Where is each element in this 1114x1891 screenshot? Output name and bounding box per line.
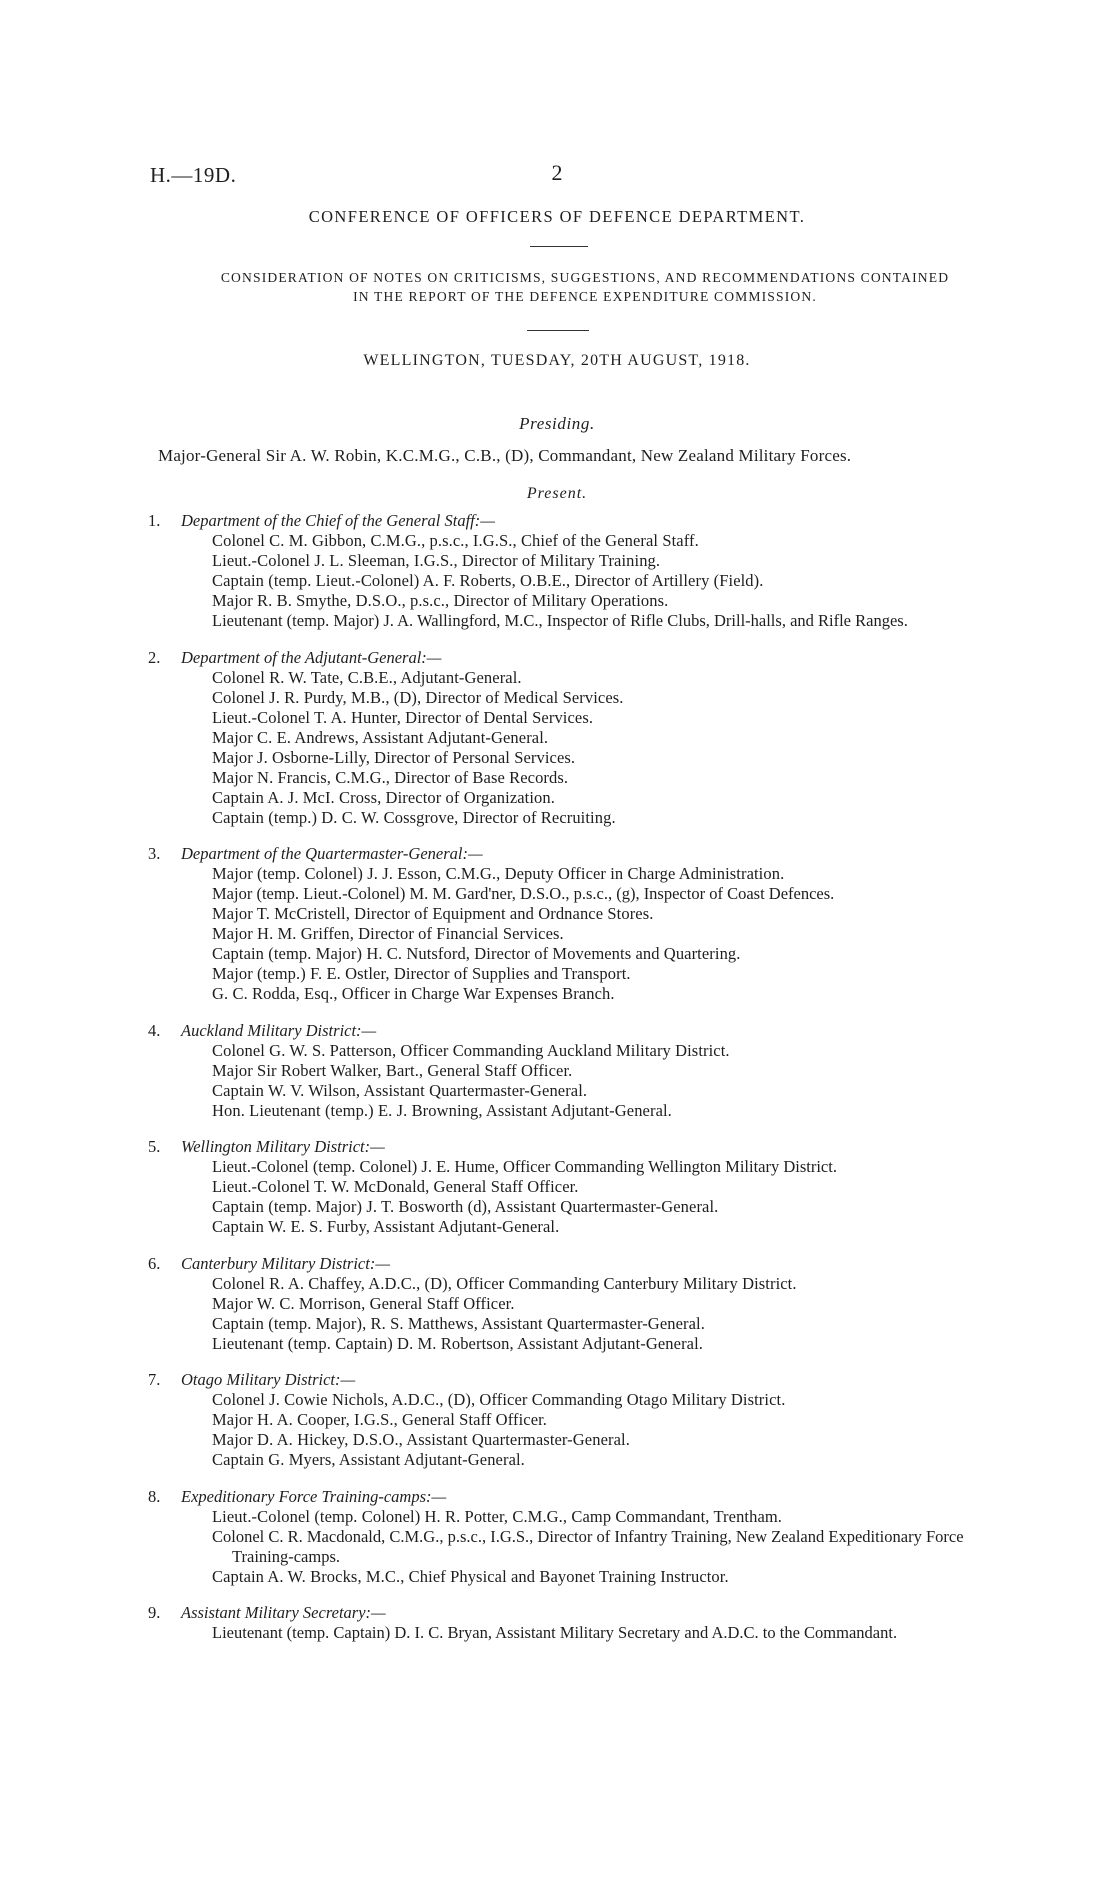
section-number: 1. [148,511,161,530]
attendee-entry: Major T. McCristell, Director of Equipment and Ordnance Stores. [212,904,654,923]
page-number: 2 [551,160,563,185]
attendee-entry: Major C. E. Andrews, Assistant Adjutant-General. [212,727,549,747]
attendee-entry: Colonel C. R. Macdonald, C.M.G., p.s.c., I.G.S., Director of Infantry Training, New Zealand Expeditionary Force Training-camps. [212,1526,964,1566]
section-heading [148,1487,1028,1507]
department-section [148,1603,1028,1643]
attendee-entry: Lieut.-Colonel T. A. Hunter, Director of Dental Services. [212,707,594,727]
attendee-entry: Lieut.-Colonel (temp. Colonel) J. E. Hume, Officer Commanding Wellington Military District. [212,1157,837,1176]
section-number: 9. [148,1603,161,1622]
section-heading [148,1021,1028,1041]
attendee-entry: Captain A. W. Brocks, M.C., Chief Physical and Bayonet Training Instructor. [212,1566,729,1586]
attendee-entry: Captain G. Myers, Assistant Adjutant-General. [212,1450,525,1469]
presiding-heading: Presiding. [519,414,595,433]
document-title: CONFERENCE OF OFFICERS OF DEFENCE DEPARTMENT. [308,207,806,226]
attendee-entry: G. C. Rodda, Esq., Officer in Charge War Expenses Branch. [212,984,615,1003]
department-section [148,844,1028,1004]
attendee-entry: Lieutenant (temp. Major) J. A. Wallingford, M.C., Inspector of Rifle Clubs, Drill-halls, and Rifle Ranges. [212,611,908,630]
section-heading [148,1137,1028,1157]
subtitle-line: IN THE REPORT OF THE DEFENCE EXPENDITURE COMMISSION. [353,289,817,304]
attendee-entry: Captain A. J. McI. Cross, Director of Organization. [212,787,555,807]
attendee-entry: Captain (temp. Major) J. T. Bosworth (d), Assistant Quartermaster-General. [212,1197,719,1216]
subtitle-divider [527,330,589,331]
attendee-entry: Major D. A. Hickey, D.S.O., Assistant Quartermaster-General. [212,1430,630,1449]
section-title: Wellington Military District:— [181,1137,385,1156]
attendee-entry: Major N. Francis, C.M.G., Director of Base Records. [212,767,569,787]
attendee-entry: Captain (temp. Major), R. S. Matthews, Assistant Quartermaster-General. [212,1313,705,1333]
attendee-entry: Major H. A. Cooper, I.G.S., General Staff Officer. [212,1410,548,1429]
attendee-entry: Captain W. E. S. Furby, Assistant Adjutant-General. [212,1217,560,1236]
attendee-entry: Lieut.-Colonel J. L. Sleeman, I.G.S., Director of Military Training. [212,551,661,570]
section-heading [148,1254,1028,1274]
document-subtitle [140,268,1030,306]
attendee-entry: Major H. M. Griffen, Director of Financial Services. [212,924,564,943]
section-title: Expeditionary Force Training-camps:— [181,1486,447,1506]
section-number: 3. [148,844,161,863]
subtitle-line: CONSIDERATION OF NOTES ON CRITICISMS, SUGGESTIONS, AND RECOMMENDATIONS CONTAINED [220,270,950,285]
section-number: 6. [148,1253,161,1273]
section-number: 2. [148,647,161,667]
section-number: 5. [148,1137,161,1156]
section-title: Department of the Quartermaster-General:— [181,844,483,863]
section-heading [148,844,1028,864]
section-heading [148,1603,1028,1623]
attendee-entry: Captain (temp. Major) H. C. Nutsford, Director of Movements and Quartering. [212,944,741,963]
attendee-entry: Major (temp. Colonel) J. J. Esson, C.M.G., Deputy Officer in Charge Administration. [212,864,785,883]
attendee-entry: Colonel J. Cowie Nichols, A.D.C., (D), Officer Commanding Otago Military District. [212,1390,786,1409]
section-number: 8. [148,1486,161,1506]
attendee-sections [148,511,1028,1660]
attendee-entry: Captain W. V. Wilson, Assistant Quartermaster-General. [212,1080,588,1100]
section-title: Canterbury Military District:— [181,1253,390,1273]
attendee-entry: Lieut.-Colonel T. W. McDonald, General Staff Officer. [212,1177,579,1196]
section-title: Assistant Military Secretary:— [181,1603,386,1622]
attendee-entry: Lieutenant (temp. Captain) D. I. C. Bryan, Assistant Military Secretary and A.D.C. to the Commandant. [212,1623,898,1642]
section-title: Otago Military District:— [181,1370,356,1389]
department-section [148,1370,1028,1470]
attendee-entry: Colonel J. R. Purdy, M.B., (D), Director of Medical Services. [212,687,624,707]
department-section [148,648,1028,828]
section-title: Department of the Chief of the General Staff:— [181,511,495,530]
section-heading [148,1370,1028,1390]
document-reference: H.—19D. [150,163,237,187]
presiding-officer: Major-General Sir A. W. Robin, K.C.M.G., C.B., (D), Commandant, New Zealand Military Forces. [158,446,852,465]
attendee-entry: Major (temp. Lieut.-Colonel) M. M. Gard'ner, D.S.O., p.s.c., (g), Inspector of Coast Defences. [212,884,835,903]
department-section [148,1254,1028,1354]
section-heading [148,511,1028,531]
department-section [148,1487,1028,1587]
attendee-entry: Captain (temp.) D. C. W. Cossgrove, Director of Recruiting. [212,807,616,827]
attendee-entry: Colonel G. W. S. Patterson, Officer Commanding Auckland Military District. [212,1040,730,1060]
section-number: 4. [148,1020,161,1040]
section-heading [148,648,1028,668]
attendee-entry: Major (temp.) F. E. Ostler, Director of Supplies and Transport. [212,964,631,983]
department-section [148,1021,1028,1121]
attendee-entry: Captain (temp. Lieut.-Colonel) A. F. Roberts, O.B.E., Director of Artillery (Field). [212,571,764,590]
attendee-entry: Major J. Osborne-Lilly, Director of Personal Services. [212,747,576,767]
attendee-entry: Colonel R. W. Tate, C.B.E., Adjutant-General. [212,667,522,687]
department-section [148,1137,1028,1237]
attendee-entry: Lieutenant (temp. Captain) D. M. Robertson, Assistant Adjutant-General. [212,1333,704,1353]
attendee-entry: Major W. C. Morrison, General Staff Officer. [212,1293,515,1313]
dateline: WELLINGTON, TUESDAY, 20TH AUGUST, 1918. [363,352,751,369]
attendee-entry: Lieut.-Colonel (temp. Colonel) H. R. Potter, C.M.G., Camp Commandant, Trentham. [212,1506,783,1526]
attendee-entry: Major Sir Robert Walker, Bart., General Staff Officer. [212,1060,573,1080]
section-title: Department of the Adjutant-General:— [181,647,442,667]
section-title: Auckland Military District:— [181,1020,377,1040]
section-number: 7. [148,1370,161,1389]
attendee-entry: Colonel R. A. Chaffey, A.D.C., (D), Officer Commanding Canterbury Military District. [212,1273,797,1293]
department-section [148,511,1028,631]
present-heading: Present. [526,485,588,502]
attendee-entry: Colonel C. M. Gibbon, C.M.G., p.s.c., I.G.S., Chief of the General Staff. [212,531,699,550]
attendee-entry: Major R. B. Smythe, D.S.O., p.s.c., Director of Military Operations. [212,591,669,610]
title-divider [530,246,588,247]
attendee-entry: Hon. Lieutenant (temp.) E. J. Browning, Assistant Adjutant-General. [212,1100,672,1120]
